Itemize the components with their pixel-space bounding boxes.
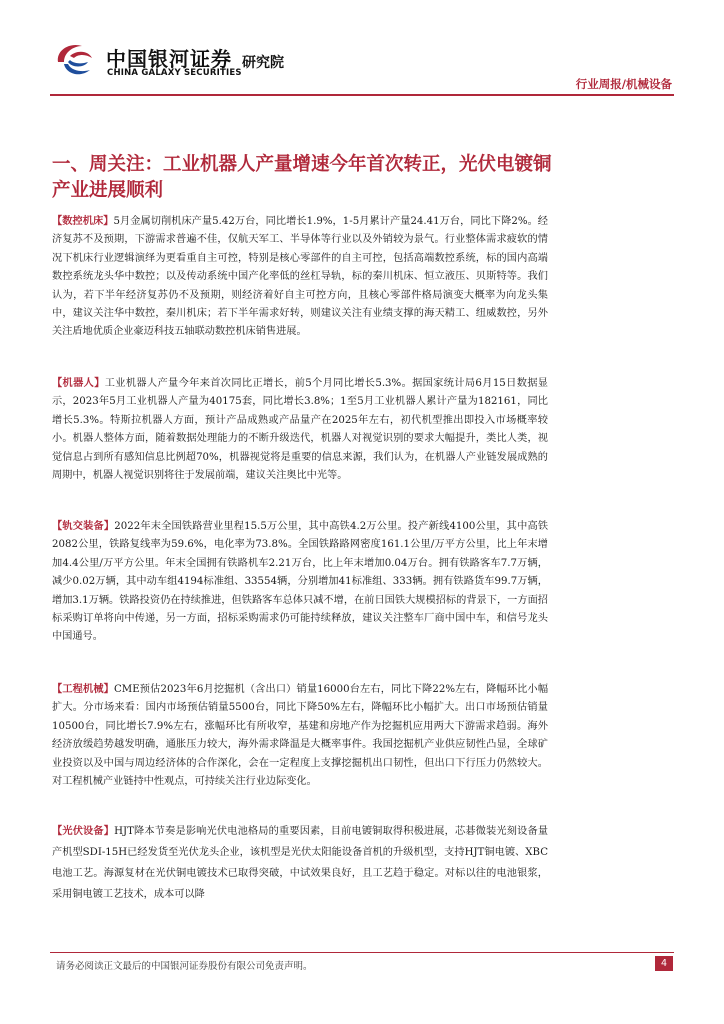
paragraph-text: CME预估2023年6月挖掘机（含出口）销量16000台左右，同比下降22%左右，降幅环比小幅扩大。分市场来看：国内市场预估销量5500台，同比下降50%左右，降幅环比小幅扩大。出口市场预估销量10500台，同比增长7.9%左右，涨幅环比有所收窄，基建和房地产作为挖掘机应用两大下游需求趋弱。海外经济放缓趋势越发明确，通胀压力较大，海外需求降温是大概率事件。我国挖掘机产业供应韧性凸显，全球矿业投资以及中国与周边经济体的合作深化，会在一定程度上支撑挖掘机出口韧性，但出口下行压力仍然较大。对工程机械产业链持中性观点，可持续关注行业边际变化。 [52,684,548,788]
institute-label: 研究院 [242,55,284,71]
footer-disclaimer: 请务必阅读正文最后的中国银河证券股份有限公司免责声明。 [56,961,313,972]
paragraph-rail-equipment [52,517,548,647]
header-divider [50,94,674,96]
paragraph-tag: 【轨交装备】 [52,520,115,532]
paragraph-robots [52,374,548,485]
brand-name-cn: 中国银河证券 [106,47,232,71]
brand-name-en: CHINA GALAXY SECURITIES [107,68,242,78]
paragraph-pv-equipment [52,821,548,905]
section-title: 一、周关注：工业机器人产量增速今年首次转正，光伏电镀铜产业进展顺利 [52,154,552,201]
paragraph-text: 2022年末全国铁路营业里程15.5万公里，其中高铁4.2万公里。投产新线4100公里，其中高铁2082公里，铁路复线率为59.6%，电化率为73.8%。全国铁路路网密度161.1公里/万平方公里，比上年末增加4.4公里/万平方公里。年末全国拥有铁路机车2.21万台，比上年末增加0.04万台。拥有铁路客车7.7万辆，减少0.02万辆，其中动车组4194标准组、33554辆，分别增加41标准组、333辆。拥有铁路货车99.7万辆，增加3.1万辆。铁路投资仍在持续推进，但铁路客车总体只减不增，在前日国铁大规模招标的背景下，一方面招标采购订单将向中传递，另一方面，招标采购需求仍可能持续释放，建议关注整车厂商中国中车，和信号龙头中国通号。 [52,521,549,643]
paragraph-text: HJT降本节奏是影响光伏电池格局的重要因素，目前电镀铜取得积极进展，芯碁微装光刻设备量产机型SDI-15H已经发货至光伏龙头企业，该机型是光伏太阳能设备首机的升级机型，支持HJT铜电镀、XBC电池工艺。海源复材在光伏铜电镀技术已取得突破，中试效果良好，且工艺趋于稳定。对标以往的电池银浆，采用铜电镀工艺技术，成本可以降 [52,826,549,900]
page-number: 4 [655,956,673,971]
report-type: 行业周报/机械设备 [575,77,672,91]
paragraph-cnc-machine-tools [52,212,548,342]
footer-divider [50,952,674,953]
paragraph-tag: 【数控机床】 [52,215,114,227]
paragraph-tag: 【光伏设备】 [52,825,115,837]
paragraph-construction-machinery [52,680,548,791]
paragraph-tag: 【工程机械】 [52,683,114,695]
galaxy-logo-icon [50,40,100,80]
paragraph-text: 工业机器人产量今年来首次同比正增长，前5个月同比增长5.3%。据国家统计局6月15日数据显示，2023年5月工业机器人产量为40175套，同比增长3.8%；1至5月工业机器人累计产量为182161，同比增长5.3%。特斯拉机器人方面，预计产品成熟或产品量产在2025年左右，初代机型推出即投入市场概率较小。机器人整体方面，随着数据处理能力的不断升级迭代，机器人对视觉识别的要求大幅提升，类比人类，视觉信息占到所有感知信息比例超70%，机器视觉将是重要的信息来源，我们认为，在机器人产业链发展成熟的周期中，机器人视觉识别将往于发展前端，建议关注奥比中光等。 [52,378,548,482]
paragraph-text: 5月金属切削机床产量5.42万台，同比增长1.9%，1-5月累计产量24.41万台，同比下降2%。经济复苏不及预期，下游需求普遍不佳，仅航天军工、半导体等行业以及外销较为景气。行业整体需求疲软的情况下机床行业逻辑演绎为更看重自主可控，特别是核心零部件的自主可控，包括高端数控系统，标的国内高端数控系统龙头华中数控；以及传动系统中国产化率低的丝杠导轨，标的秦川机床、恒立液压、贝斯特等。我们认为，若下半年经济复苏仍不及预期，则经济着好自主可控方向，且核心零部件格局演变大概率为向龙头集中，建议关注华中数控，秦川机床；若下半年需求好转，则建议关注有业绩支撑的海天精工、纽威数控，另外关注盾地优质企业豪迈科技五轴联动数控机床销售进展。 [52,216,548,338]
page-header [0,0,724,96]
paragraph-tag: 【机器人】 [52,377,105,389]
